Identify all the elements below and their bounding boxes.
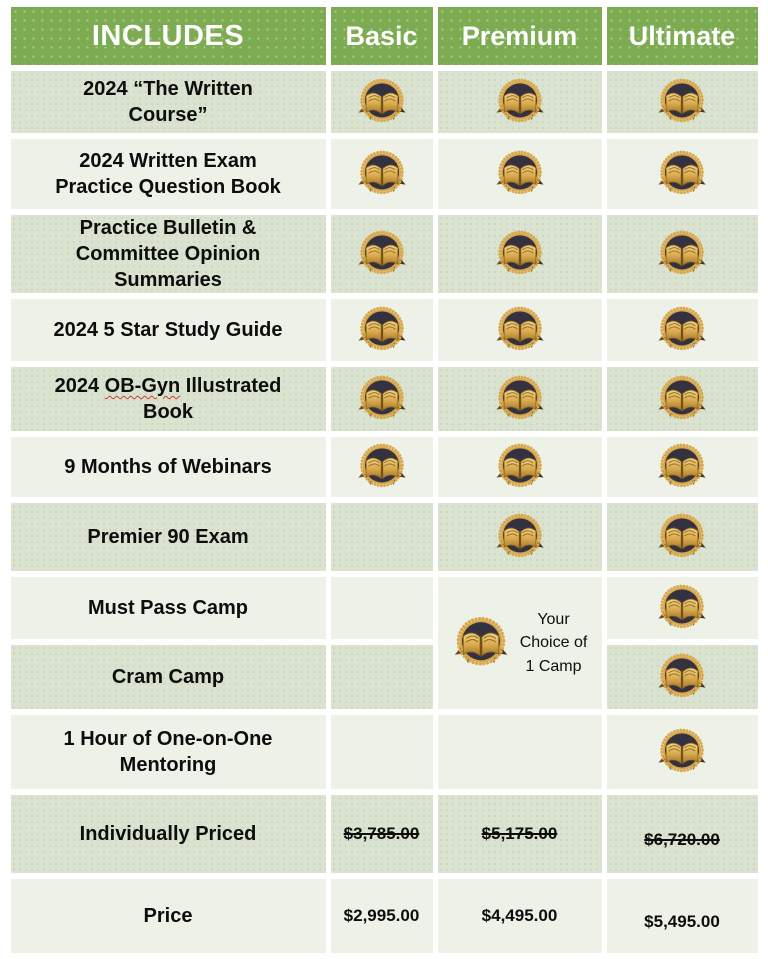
table-row <box>11 139 758 209</box>
book-badge-icon <box>356 373 408 425</box>
availability-basic-empty <box>331 715 433 789</box>
availability-ultimate <box>607 437 758 497</box>
plan-header-ultimate: Ultimate <box>607 7 758 65</box>
book-badge-icon <box>656 651 708 703</box>
book-badge-icon <box>452 614 510 672</box>
feature-label: 2024 “The Written Course” <box>11 71 326 133</box>
book-badge-icon <box>356 441 408 493</box>
feature-label: 9 Months of Webinars <box>11 437 326 497</box>
feature-label: 2024 5 Star Study Guide <box>11 299 326 361</box>
row-label: Individually Priced <box>11 795 326 873</box>
table-row <box>11 437 758 497</box>
table-row <box>11 715 758 789</box>
table-row <box>11 299 758 361</box>
book-badge-icon <box>356 228 408 280</box>
availability-ultimate <box>607 215 758 293</box>
availability-premium-empty <box>438 715 602 789</box>
struck-price: $5,175.00 <box>481 824 558 843</box>
plan-header-premium: Premium <box>438 7 602 65</box>
feature-label: 1 Hour of One-on-One Mentoring <box>11 715 326 789</box>
book-badge-icon <box>656 228 708 280</box>
book-badge-icon <box>356 304 408 356</box>
price-premium <box>438 879 602 953</box>
availability-basic <box>331 139 433 209</box>
availability-premium <box>438 503 602 571</box>
individual-price-premium <box>438 795 602 873</box>
book-badge-icon <box>494 304 546 356</box>
table-row <box>11 503 758 571</box>
includes-header: INCLUDES <box>11 7 326 65</box>
availability-ultimate <box>607 71 758 133</box>
feature-label: Must Pass Camp <box>11 577 326 639</box>
book-badge-icon <box>494 148 546 200</box>
availability-premium <box>438 437 602 497</box>
availability-basic-empty <box>331 577 433 639</box>
table-row <box>11 215 758 293</box>
feature-label: 2024 Written Exam Practice Question Book <box>11 139 326 209</box>
book-badge-icon <box>356 148 408 200</box>
table-row <box>11 367 758 431</box>
price-value: $5,495.00 <box>644 912 720 931</box>
pricing-comparison-table <box>6 1 763 959</box>
availability-basic <box>331 71 433 133</box>
struck-price: $3,785.00 <box>343 824 420 843</box>
feature-label-suffix: Illustrated Book <box>143 375 282 423</box>
individually-priced-row <box>11 795 758 873</box>
book-badge-icon <box>656 148 708 200</box>
table-row <box>11 577 758 639</box>
availability-ultimate <box>607 715 758 789</box>
availability-ultimate <box>607 299 758 361</box>
feature-label: Premier 90 Exam <box>11 503 326 571</box>
price-value: $2,995.00 <box>343 906 420 925</box>
book-badge-icon <box>656 582 708 634</box>
availability-premium <box>438 299 602 361</box>
premium-camp-choice-cell <box>438 577 602 709</box>
availability-ultimate <box>607 645 758 709</box>
feature-label: Cram Camp <box>11 645 326 709</box>
price-ultimate <box>607 879 758 953</box>
book-badge-icon <box>656 726 708 778</box>
table-row <box>11 71 758 133</box>
book-badge-icon <box>494 511 546 563</box>
availability-basic-empty <box>331 645 433 709</box>
price-basic <box>331 879 433 953</box>
camp-choice-line: 1 Camp <box>525 657 582 675</box>
row-label: Price <box>11 879 326 953</box>
availability-ultimate <box>607 367 758 431</box>
feature-label: Practice Bulletin & Committee Opinion Summaries <box>11 215 326 293</box>
table-row <box>11 645 758 709</box>
price-value: $4,495.00 <box>481 906 558 925</box>
book-badge-icon <box>656 373 708 425</box>
individual-price-ultimate <box>607 795 758 873</box>
individual-price-basic <box>331 795 433 873</box>
availability-ultimate <box>607 503 758 571</box>
availability-basic <box>331 437 433 497</box>
availability-basic <box>331 367 433 431</box>
book-badge-icon <box>494 76 546 128</box>
camp-choice-line: Choice of <box>519 634 588 652</box>
book-badge-icon <box>656 511 708 563</box>
price-row <box>11 879 758 953</box>
availability-premium <box>438 71 602 133</box>
feature-label-spellchecked: OB-Gyn <box>104 375 181 397</box>
plan-header-basic: Basic <box>331 7 433 65</box>
feature-label <box>11 367 326 431</box>
camp-choice-line: Your <box>537 611 570 629</box>
availability-ultimate <box>607 577 758 639</box>
availability-premium <box>438 367 602 431</box>
camp-choice-note <box>520 608 588 678</box>
availability-premium <box>438 215 602 293</box>
availability-basic-empty <box>331 503 433 571</box>
book-badge-icon <box>656 76 708 128</box>
book-badge-icon <box>494 373 546 425</box>
availability-premium <box>438 139 602 209</box>
book-badge-icon <box>656 304 708 356</box>
availability-basic <box>331 299 433 361</box>
book-badge-icon <box>356 76 408 128</box>
book-badge-icon <box>494 441 546 493</box>
header-row <box>11 7 758 65</box>
availability-ultimate <box>607 139 758 209</box>
book-badge-icon <box>494 228 546 280</box>
availability-basic <box>331 215 433 293</box>
struck-price: $6,720.00 <box>644 830 720 849</box>
book-badge-icon <box>656 441 708 493</box>
feature-label-prefix: 2024 <box>54 375 105 397</box>
